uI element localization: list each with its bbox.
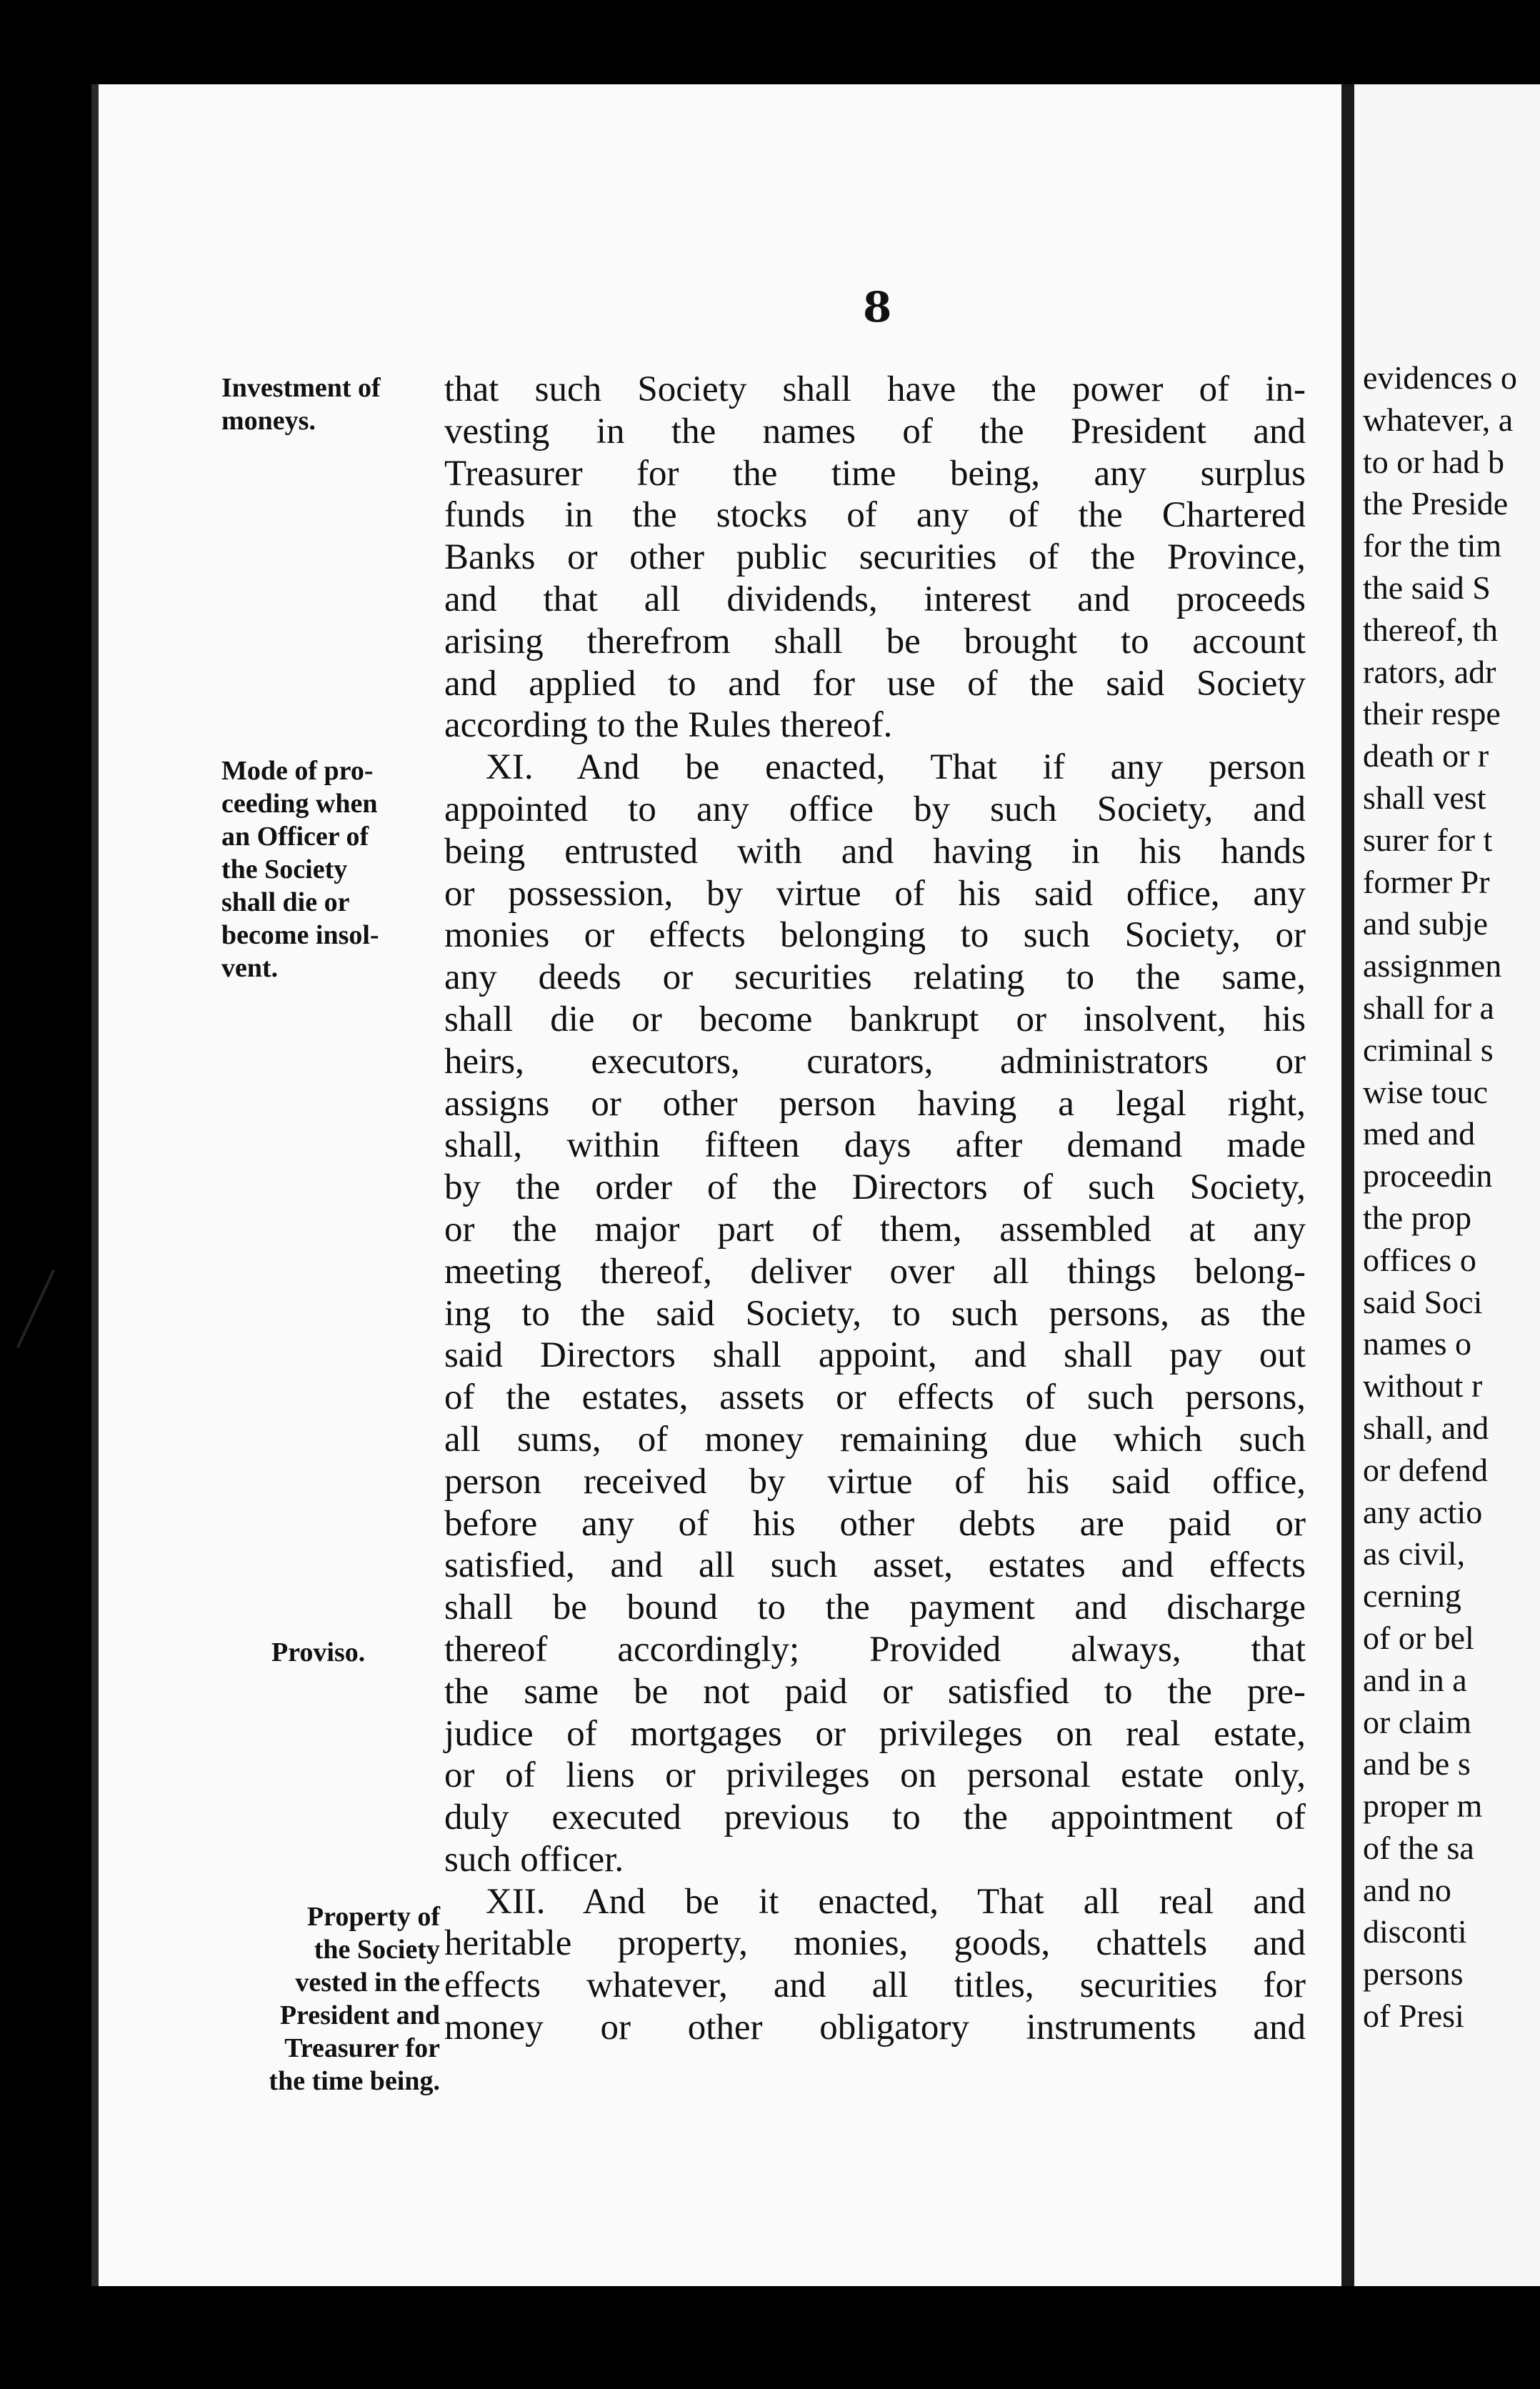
body-line: monies or effects belonging to such Society, or: [444, 915, 1306, 956]
body-line: effects whatever, and all titles, securities for: [444, 1965, 1306, 2006]
body-line: satisfied, and all such asset, estates and effects: [444, 1545, 1306, 1586]
right-page-line: shall for a: [1363, 989, 1494, 1026]
right-page-line: offices o: [1363, 1241, 1476, 1278]
margin-note-property: [214, 1900, 440, 2098]
margin-note-line: shall die or: [221, 887, 350, 917]
margin-note-mode-of-proceeding: [221, 754, 443, 984]
body-line: before any of his other debts are paid or: [444, 1503, 1306, 1544]
body-line: appointed to any office by such Society, and: [444, 789, 1306, 829]
right-page-line: assignmen: [1363, 947, 1502, 984]
right-page-line: of or bel: [1363, 1619, 1474, 1656]
body-line: duly executed previous to the appointment of: [444, 1797, 1306, 1838]
margin-note-line: become insol-: [221, 920, 379, 950]
right-page-line: to or had b: [1363, 443, 1505, 480]
margin-note-line: President and: [279, 2000, 440, 2030]
margin-pen-stroke: [16, 1270, 55, 1348]
body-line: ing to the said Society, to such persons, as the: [444, 1293, 1306, 1334]
body-line: Treasurer for the time being, any surplus: [444, 453, 1306, 494]
right-page-line: names o: [1363, 1325, 1472, 1362]
body-line: said Directors shall appoint, and shall pay out: [444, 1335, 1306, 1376]
right-page-line: shall, and: [1363, 1409, 1489, 1446]
right-page-line: any actio: [1363, 1493, 1483, 1530]
body-line: XI. And be enacted, That if any person: [486, 747, 1306, 788]
right-page-line: persons: [1363, 1955, 1464, 1993]
margin-note-line: the Society: [314, 1935, 440, 1965]
margin-note-line: moneys.: [221, 406, 316, 436]
right-page-line: as civil,: [1363, 1535, 1466, 1572]
right-page-line: and be s: [1363, 1745, 1471, 1782]
right-page-text: [1363, 357, 1540, 2038]
body-line: heirs, executors, curators, administrators or: [444, 1041, 1306, 1082]
right-page-line: proper m: [1363, 1787, 1483, 1825]
right-page-line: said Soci: [1363, 1283, 1483, 1320]
right-page-line: of the sa: [1363, 1829, 1474, 1866]
right-page-line: disconti: [1363, 1913, 1467, 1950]
right-page-line: the Preside: [1363, 485, 1509, 522]
margin-note-investment: [221, 371, 443, 437]
body-line: heritable property, monies, goods, chattels and: [444, 1923, 1306, 1964]
body-line: assigns or other person having a legal right,: [444, 1083, 1306, 1124]
body-line: person received by virtue of his said office,: [444, 1461, 1306, 1502]
right-page-line: surer for t: [1363, 821, 1493, 858]
right-page-line: med and: [1363, 1115, 1476, 1152]
body-line: shall be bound to the payment and discharge: [444, 1587, 1306, 1628]
margin-note-line: an Officer of: [221, 822, 369, 852]
body-line: by the order of the Directors of such Society,: [444, 1167, 1306, 1208]
body-line: all sums, of money remaining due which such: [444, 1419, 1306, 1460]
body-line: or possession, by virtue of his said office, any: [444, 873, 1306, 914]
body-line: that such Society shall have the power of in-: [444, 369, 1306, 409]
body-line: arising therefrom shall be brought to account: [444, 621, 1306, 662]
right-page-line: and no: [1363, 1871, 1451, 1908]
right-page-line: or defend: [1363, 1451, 1488, 1488]
margin-note-line: Investment of: [221, 373, 381, 403]
right-page-line: and in a: [1363, 1661, 1467, 1698]
body-line: funds in the stocks of any of the Chartered: [444, 495, 1306, 536]
margin-note-line: Property of: [306, 1902, 440, 1932]
right-page-line: cerning: [1363, 1577, 1461, 1615]
margin-note-line: Proviso.: [271, 1637, 366, 1667]
body-line: XII. And be it enacted, That all real and: [486, 1881, 1306, 1922]
right-page-line: without r: [1363, 1367, 1483, 1405]
body-line: and applied to and for use of the said Society: [444, 663, 1306, 704]
right-page-line: evidences o: [1363, 359, 1517, 396]
right-page-line: of Presi: [1363, 1998, 1464, 2035]
margin-note-line: the Society: [221, 854, 348, 884]
margin-note-line: Treasurer for: [284, 2033, 440, 2063]
right-page-line: former Pr: [1363, 863, 1490, 900]
right-page-line: the prop: [1363, 1199, 1472, 1236]
body-line: the same be not paid or satisfied to the pre-: [444, 1671, 1306, 1712]
body-line: Banks or other public securities of the Province,: [444, 537, 1306, 578]
body-line: such officer.: [444, 1839, 624, 1880]
margin-note-line: vested in the: [295, 1967, 440, 1998]
body-line: and that all dividends, interest and proceeds: [444, 579, 1306, 619]
right-page-line: criminal s: [1363, 1031, 1494, 1068]
body-line: money or other obligatory instruments and: [444, 2008, 1306, 2048]
right-page-line: proceedin: [1363, 1157, 1493, 1194]
body-line: shall, within fifteen days after demand made: [444, 1125, 1306, 1166]
right-page-line: whatever, a: [1363, 401, 1514, 438]
right-page-line: rators, adr: [1363, 653, 1496, 690]
right-page-line: or claim: [1363, 1703, 1471, 1740]
margin-note-line: ceeding when: [221, 789, 378, 819]
body-line: thereof accordingly; Provided always, that: [444, 1629, 1306, 1670]
body-line: vesting in the names of the President and: [444, 411, 1306, 452]
right-page-line: and subje: [1363, 905, 1489, 942]
right-page-line: wise touc: [1363, 1073, 1489, 1110]
body-line: shall die or become bankrupt or insolvent, his: [444, 999, 1306, 1039]
body-line: according to the Rules thereof.: [444, 705, 893, 746]
right-page-line: death or r: [1363, 737, 1489, 774]
right-page-line: for the tim: [1363, 527, 1502, 564]
page-number: 8: [863, 283, 892, 331]
body-line: meeting thereof, deliver over all things belong-: [444, 1251, 1306, 1292]
body-text: [444, 369, 1306, 2049]
margin-note-line: the time being.: [269, 2066, 440, 2096]
body-line: any deeds or securities relating to the same,: [444, 957, 1306, 998]
right-page-line: their respe: [1363, 695, 1501, 732]
body-line: or of liens or privileges on personal estate only,: [444, 1755, 1306, 1796]
body-line: being entrusted with and having in his hands: [444, 831, 1306, 872]
margin-note-line: vent.: [221, 953, 279, 983]
body-line: or the major part of them, assembled at any: [444, 1209, 1306, 1250]
margin-note-line: Mode of pro-: [221, 756, 374, 786]
right-page-line: thereof, th: [1363, 611, 1499, 648]
body-line: of the estates, assets or effects of such persons,: [444, 1377, 1306, 1418]
body-line: judice of mortgages or privileges on real estate,: [444, 1713, 1306, 1754]
right-page-line: the said S: [1363, 569, 1491, 606]
right-page-line: shall vest: [1363, 779, 1486, 816]
